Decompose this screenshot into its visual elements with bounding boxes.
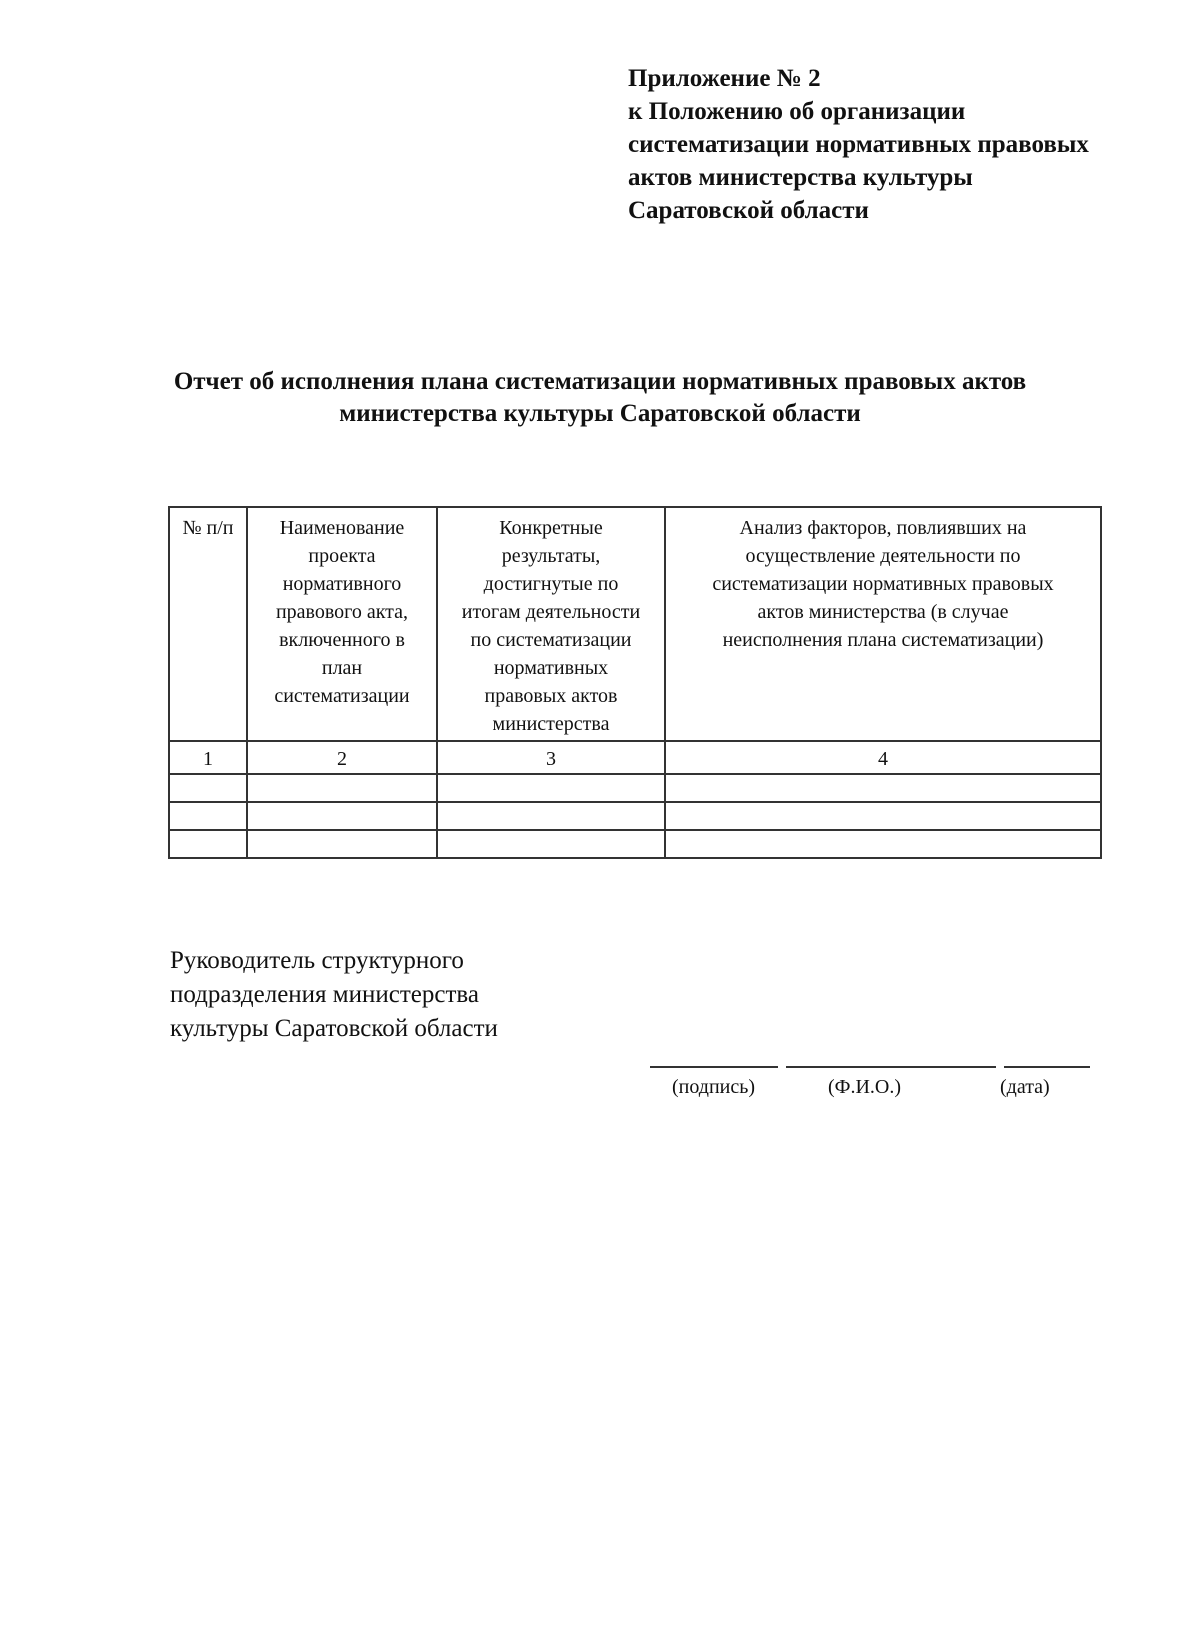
- empty-cell: [665, 802, 1101, 830]
- table-header-row: [169, 507, 1101, 741]
- header-line: по систематизации: [470, 629, 632, 651]
- header-line: нормативных: [493, 657, 609, 679]
- column-number: 1: [169, 741, 247, 774]
- empty-cell: [665, 774, 1101, 802]
- title-line: Отчет об исполнения плана систематизации нормативных правовых актов: [173, 368, 1027, 395]
- header-line: Анализ факторов, повлиявших на: [739, 517, 1027, 539]
- empty-cell: [665, 830, 1101, 858]
- header-line: правового акта,: [275, 601, 409, 623]
- document-title: [150, 366, 1050, 430]
- appendix-line: Саратовской области: [628, 197, 869, 224]
- name-label: (Ф.И.О.): [828, 1076, 902, 1098]
- header-line: Конкретные: [499, 517, 603, 539]
- signer-line: подразделения министерства: [170, 981, 479, 1008]
- header-number: [169, 507, 247, 741]
- header-line: Наименование: [279, 517, 405, 539]
- header-line: актов министерства (в случае: [757, 601, 1009, 623]
- appendix-header: [628, 62, 1089, 227]
- date-line: [1004, 1066, 1090, 1068]
- date-label: (дата): [1000, 1076, 1050, 1098]
- empty-cell: [247, 774, 437, 802]
- empty-cell: [437, 802, 665, 830]
- empty-cell: [247, 830, 437, 858]
- empty-cell: [437, 774, 665, 802]
- header-line: № п/п: [182, 517, 234, 539]
- header-project-name: [247, 507, 437, 741]
- signer-line: Руководитель структурного: [170, 947, 464, 974]
- header-line: правовых актов: [484, 685, 618, 707]
- appendix-line: к Положению об организации: [628, 98, 966, 125]
- signature-label: (подпись): [672, 1076, 756, 1098]
- report-table: [168, 506, 1102, 859]
- header-line: неисполнения плана систематизации): [722, 629, 1044, 651]
- appendix-line: систематизации нормативных правовых: [628, 131, 1089, 158]
- empty-cell: [169, 830, 247, 858]
- header-line: нормативного: [282, 573, 402, 595]
- empty-cell: [437, 830, 665, 858]
- appendix-line: актов министерства культуры: [628, 164, 973, 191]
- title-line: министерства культуры Саратовской области: [339, 400, 861, 427]
- header-line: итогам деятельности: [461, 601, 641, 623]
- header-line: достигнутые по: [483, 573, 619, 595]
- header-line: план: [321, 657, 363, 679]
- header-line: министерства: [492, 713, 610, 735]
- header-line: включенного в: [279, 629, 405, 651]
- header-results: [437, 507, 665, 741]
- column-number: 3: [437, 741, 665, 774]
- header-analysis: [665, 507, 1101, 741]
- column-number-row: [169, 741, 1101, 774]
- column-number: 4: [665, 741, 1101, 774]
- table-row: [169, 774, 1101, 802]
- empty-cell: [169, 774, 247, 802]
- appendix-line: Приложение № 2: [628, 65, 821, 92]
- table-row: [169, 830, 1101, 858]
- header-line: систематизации: [274, 685, 410, 707]
- header-line: результаты,: [501, 545, 601, 567]
- table-row: [169, 802, 1101, 830]
- column-number: 2: [247, 741, 437, 774]
- name-line: [786, 1066, 996, 1068]
- header-line: проекта: [308, 545, 376, 567]
- header-line: систематизации нормативных правовых: [712, 573, 1054, 595]
- empty-cell: [169, 802, 247, 830]
- header-line: осуществление деятельности по: [745, 545, 1021, 567]
- signer-position: [170, 944, 498, 1046]
- signer-line: культуры Саратовской области: [170, 1015, 498, 1042]
- empty-cell: [247, 802, 437, 830]
- signature-line: [650, 1066, 778, 1068]
